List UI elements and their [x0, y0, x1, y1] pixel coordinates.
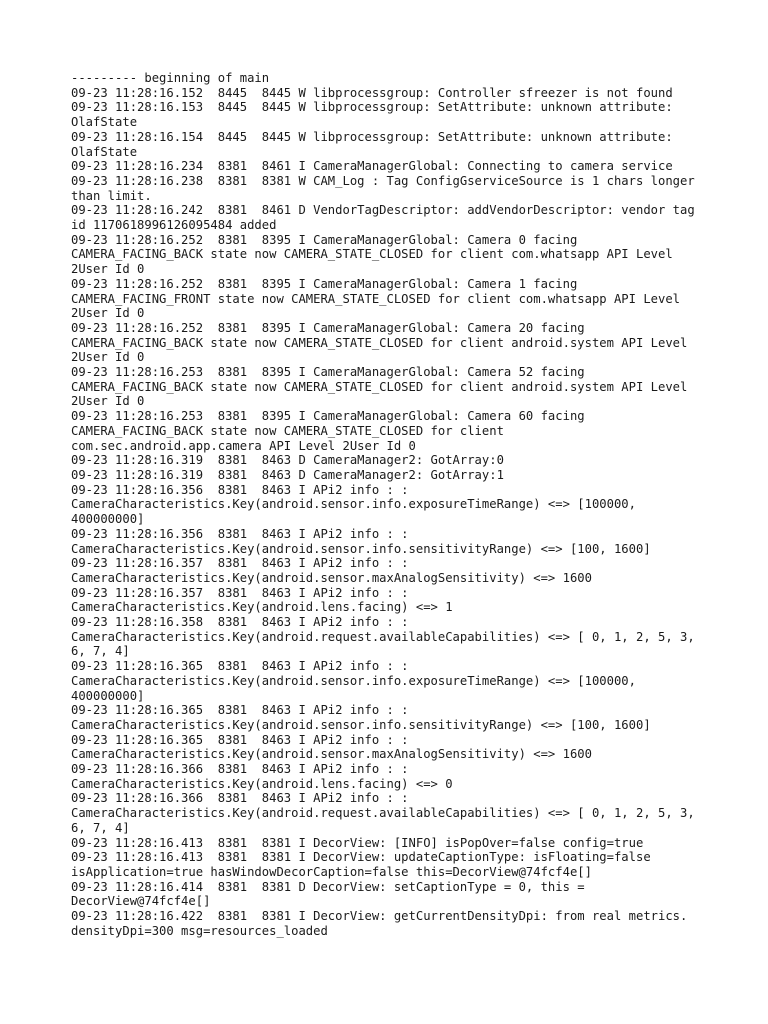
log-line: 09-23 11:28:16.414 8381 8381 D DecorView: setCaptionType = 0, this = DecorView@74fcf4e[]: [71, 879, 592, 909]
log-line: 09-23 11:28:16.366 8381 8463 I APi2 info : : CameraCharacteristics.Key(android.request.availableCapabilities) <=> [ 0, 1, 2, 5, 3, 6, 7, 4]: [71, 791, 695, 835]
log-line: 09-23 11:28:16.253 8381 8395 I CameraManagerGlobal: Camera 60 facing CAMERA_FACING_BACK state now CAMERA_STATE_CLOSED for client com.sec.android.app.camera API Level 2User Id 0: [71, 409, 585, 453]
log-line: 09-23 11:28:16.366 8381 8463 I APi2 info : : CameraCharacteristics.Key(android.lens.facing) <=> 0: [71, 762, 453, 791]
log-document: [71, 71, 711, 938]
log-line: 09-23 11:28:16.422 8381 8381 I DecorView: getCurrentDensityDpi: from real metrics. densityDpi=300 msg=resources_loaded: [71, 909, 695, 938]
log-line: 09-23 11:28:16.252 8381 8395 I CameraManagerGlobal: Camera 0 facing CAMERA_FACING_BACK state now CAMERA_STATE_CLOSED for client com.whatsapp API Level 2User Id 0: [71, 232, 681, 277]
log-line: --------- beginning of main: [71, 71, 270, 85]
log-line: 09-23 11:28:16.238 8381 8381 W CAM_Log : Tag ConfigGserviceSource is 1 chars longer than limit.: [71, 173, 703, 203]
log-line: 09-23 11:28:16.319 8381 8463 D CameraManager2: GotArray:1: [71, 467, 504, 482]
log-line: 09-23 11:28:16.356 8381 8463 I APi2 info : : CameraCharacteristics.Key(android.sensor.info.exposureTimeRange) <=> [100000, 400000000]: [71, 482, 636, 527]
log-line: 09-23 11:28:16.152 8445 8445 W libprocessgroup: Controller sfreezer is not found: [71, 85, 673, 100]
log-line: 09-23 11:28:16.153 8445 8445 W libprocessgroup: SetAttribute: unknown attribute: OlafState: [71, 100, 681, 130]
log-line: 09-23 11:28:16.358 8381 8463 I APi2 info : : CameraCharacteristics.Key(android.request.availableCapabilities) <=> [ 0, 1, 2, 5, 3, 6, 7, 4]: [71, 615, 695, 659]
log-line: 09-23 11:28:16.234 8381 8461 I CameraManagerGlobal: Connecting to camera service: [71, 159, 673, 174]
log-line: 09-23 11:28:16.365 8381 8463 I APi2 info : : CameraCharacteristics.Key(android.sensor.info.exposureTimeRange) <=> [100000, 400000000]: [71, 659, 636, 703]
log-line: 09-23 11:28:16.253 8381 8395 I CameraManagerGlobal: Camera 52 facing CAMERA_FACING_BACK state now CAMERA_STATE_CLOSED for client android.system API Level 2User Id 0: [71, 365, 695, 409]
log-line: 09-23 11:28:16.154 8445 8445 W libprocessgroup: SetAttribute: unknown attribute: OlafState: [71, 129, 681, 159]
log-line: 09-23 11:28:16.357 8381 8463 I APi2 info : : CameraCharacteristics.Key(android.lens.facing) <=> 1: [71, 585, 453, 615]
log-line: 09-23 11:28:16.413 8381 8381 I DecorView: updateCaptionType: isFloating=false isApplication=true hasWindowDecorCaption=false this=DecorView@74fcf4e[]: [71, 850, 659, 879]
log-line: 09-23 11:28:16.252 8381 8395 I CameraManagerGlobal: Camera 20 facing CAMERA_FACING_BACK state now CAMERA_STATE_CLOSED for client android.system API Level 2User Id 0: [71, 320, 695, 365]
log-line: 09-23 11:28:16.356 8381 8463 I APi2 info : : CameraCharacteristics.Key(android.sensor.info.sensitivityRange) <=> [100, 1600]: [71, 526, 651, 556]
log-line: 09-23 11:28:16.365 8381 8463 I APi2 info : : CameraCharacteristics.Key(android.sensor.info.sensitivityRange) <=> [100, 1600]: [71, 703, 651, 732]
log-line: 09-23 11:28:16.319 8381 8463 D CameraManager2: GotArray:0: [71, 453, 504, 468]
log-line: 09-23 11:28:16.252 8381 8395 I CameraManagerGlobal: Camera 1 facing CAMERA_FACING_FRONT state now CAMERA_STATE_CLOSED for client com.whatsapp API Level 2User Id 0: [71, 276, 688, 321]
log-line: 09-23 11:28:16.242 8381 8461 D VendorTagDescriptor: addVendorDescriptor: vendor tag id 1170618996126095484 added: [71, 203, 703, 233]
log-line: 09-23 11:28:16.357 8381 8463 I APi2 info : : CameraCharacteristics.Key(android.sensor.maxAnalogSensitivity) <=> 1600: [71, 556, 592, 585]
log-line: 09-23 11:28:16.413 8381 8381 I DecorView: [INFO] isPopOver=false config=true: [71, 835, 644, 850]
log-line: 09-23 11:28:16.365 8381 8463 I APi2 info : : CameraCharacteristics.Key(android.sensor.maxAnalogSensitivity) <=> 1600: [71, 732, 592, 762]
